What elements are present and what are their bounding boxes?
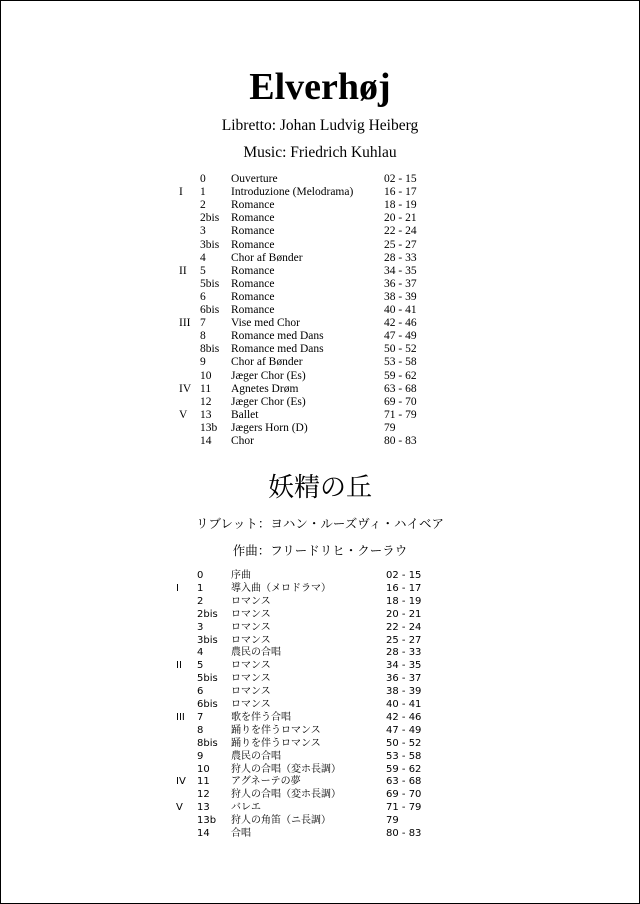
page-range: 40 - 41 [384,304,417,316]
item-number: 4 [200,251,206,264]
item-title: 歌を伴う合唱 [231,711,291,723]
item-number: 10 [197,763,210,775]
item-title: 狩人の合唱（変ホ長調） [231,789,341,801]
item-number: 6 [200,290,206,303]
contents-row [1,239,639,252]
act-numeral: V [176,802,183,814]
page-range: 47 - 49 [384,330,417,343]
contents-row [1,278,639,291]
page-range: 79 [386,815,399,827]
item-number: 2bis [200,212,220,225]
contents-row [1,814,639,827]
contents-row [1,646,639,659]
contents-row [1,569,639,582]
item-number: 3 [200,225,206,238]
librettist-english: Libretto: Johan Ludvig Heiberg [221,117,419,134]
act-numeral: IV [176,776,186,788]
contents-row [1,225,639,238]
item-number: 13b [197,815,217,827]
page-range: 34 - 35 [386,660,422,672]
contents-row [1,291,639,304]
item-number: 13 [197,802,210,814]
page-range: 69 - 70 [386,789,422,801]
item-title: バレエ [231,802,261,814]
item-number: 0 [197,570,204,581]
page-range: 25 - 27 [386,634,422,646]
item-title: Chor [231,435,254,447]
act-numeral: II [176,660,182,672]
item-title: Romance [231,212,275,225]
contents-row [1,788,639,801]
contents-row [1,252,639,265]
page-range: 22 - 24 [386,621,422,633]
item-number: 3bis [200,238,220,251]
item-title: ロマンス [231,660,271,672]
item-number: 7 [200,317,206,330]
item-title: ロマンス [231,608,271,620]
item-title: Agnetes Drøm [231,382,299,395]
item-title: 農民の合唱 [231,647,281,659]
item-title: ロマンス [231,621,271,633]
page-range: 34 - 35 [384,264,417,277]
page-range: 59 - 62 [384,369,417,382]
item-title: Romance med Dans [231,343,324,356]
item-number: 4 [197,647,204,659]
contents-row [1,711,639,724]
act-numeral: I [176,582,179,594]
item-title: Romance [231,225,275,238]
contents-row [1,672,639,685]
composer-japanese: 作曲：フリードリヒ・クーラウ [232,543,408,558]
item-title: 狩人の合唱（変ホ長調） [231,763,341,775]
page-range: 16 - 17 [384,186,417,199]
title-english: Elverhøj [249,66,391,108]
contents-row [1,330,639,343]
item-number: 14 [197,828,210,839]
contents-row [1,595,639,608]
page-range: 40 - 41 [386,699,422,710]
page-range: 71 - 79 [386,802,422,814]
item-number: 13 [200,408,212,421]
act-numeral: III [176,711,185,723]
item-title: Romance [231,290,275,303]
item-number: 8 [200,330,206,343]
item-title: Romance [231,277,275,290]
page-range: 28 - 33 [386,647,422,659]
page-range: 38 - 39 [386,686,422,698]
item-title: 合唱 [231,828,251,839]
page-range: 16 - 17 [386,582,422,594]
composer-english: Music: Friedrich Kuhlau [243,144,397,161]
librettist-japanese: リブレット：ヨハン・ルーズヴィ・ハイベア [195,516,444,531]
item-number: 9 [200,356,206,369]
item-number: 9 [197,750,204,762]
contents-row [1,173,639,186]
contents-row [1,634,639,647]
page-range: 02 - 15 [384,173,417,185]
item-title: Romance [231,199,275,212]
item-title: Romance med Dans [231,330,324,343]
contents-row [1,737,639,750]
item-title: Ouverture [231,173,278,185]
item-number: 3bis [197,634,218,646]
item-title: ロマンス [231,634,271,646]
item-number: 6bis [200,304,220,316]
page-range: 42 - 46 [386,711,422,723]
contents-row [1,304,639,317]
page-range: 28 - 33 [384,251,417,264]
item-number: 13b [200,421,218,434]
page-range: 42 - 46 [384,317,417,330]
item-number: 8bis [197,737,218,749]
item-title: Jægers Horn (D) [231,421,308,434]
page-range: 71 - 79 [384,408,417,421]
item-title: Chor af Bønder [231,251,303,264]
title-japanese: 妖精の丘 [267,473,372,503]
item-title: Ballet [231,408,259,421]
contents-row [1,435,639,448]
item-number: 5 [197,660,204,672]
item-title: Vise med Chor [231,317,300,330]
contents-row [1,608,639,621]
item-number: 5bis [200,277,220,290]
item-title: ロマンス [231,686,271,698]
item-title: Introduzione (Melodrama) [231,186,354,199]
item-title: 踊りを伴うロマンス [231,724,321,736]
item-title: Jæger Chor (Es) [231,395,306,408]
contents-row [1,659,639,672]
item-number: 2 [200,199,206,212]
contents-row [1,775,639,788]
page-range: 20 - 21 [386,608,422,620]
contents-row [1,801,639,814]
act-numeral: V [179,408,188,421]
item-number: 8bis [200,343,220,356]
item-title: Romance [231,304,275,316]
item-number: 12 [197,789,210,801]
page-range: 63 - 68 [384,382,417,395]
contents-row [1,199,639,212]
item-number: 11 [200,382,212,395]
page-range: 47 - 49 [386,724,422,736]
item-title: ロマンス [231,595,271,607]
item-number: 5 [200,264,206,277]
contents-row [1,582,639,595]
item-number: 0 [200,173,206,185]
page-range: 69 - 70 [384,395,417,408]
item-number: 6bis [197,699,218,710]
item-number: 14 [200,435,212,447]
item-title: アグネーテの夢 [231,776,301,788]
item-number: 2 [197,595,204,607]
item-title: ロマンス [231,673,271,685]
page-range: 53 - 58 [386,750,422,762]
contents-row [1,763,639,776]
contents-row [1,370,639,383]
page-range: 38 - 39 [384,290,417,303]
page-range: 18 - 19 [386,595,422,607]
item-number: 1 [200,186,206,199]
contents-row [1,422,639,435]
page-range: 50 - 52 [386,737,422,749]
contents-row [1,317,639,330]
item-number: 6 [197,686,204,698]
item-number: 8 [197,724,204,736]
page-range: 53 - 58 [384,356,417,369]
item-title: 導入曲（メロドラマ） [231,582,331,594]
item-title: 序曲 [231,570,251,581]
item-number: 1 [197,582,204,594]
contents-row [1,265,639,278]
contents-row [1,186,639,199]
contents-row [1,409,639,422]
page-range: 18 - 19 [384,199,417,212]
item-title: Romance [231,238,275,251]
item-title: 農民の合唱 [231,750,281,762]
contents-row [1,698,639,711]
item-number: 3 [197,621,204,633]
item-number: 11 [197,776,210,788]
item-title: 踊りを伴うロマンス [231,737,321,749]
item-title: Jæger Chor (Es) [231,369,306,382]
page-range: 02 - 15 [386,570,422,581]
page-range: 25 - 27 [384,238,417,251]
item-number: 7 [197,711,204,723]
contents-row [1,356,639,369]
contents-row [1,827,639,840]
page-range: 36 - 37 [384,277,417,290]
page-range: 20 - 21 [384,212,417,225]
contents-row [1,724,639,737]
page-range: 36 - 37 [386,673,422,685]
item-title: Chor af Bønder [231,356,303,369]
item-title: 狩人の角笛（ニ長調） [231,815,331,827]
page-range: 50 - 52 [384,343,417,356]
act-numeral: I [179,186,183,199]
page-range: 80 - 83 [386,828,422,839]
act-numeral: IV [179,382,192,395]
page-range: 63 - 68 [386,776,422,788]
contents-row [1,212,639,225]
page-range: 80 - 83 [384,435,417,447]
contents-row [1,750,639,763]
item-title: Romance [231,264,275,277]
item-number: 12 [200,395,212,408]
contents-row [1,383,639,396]
contents-row [1,343,639,356]
page-range: 22 - 24 [384,225,417,238]
contents-row [1,621,639,634]
item-number: 2bis [197,608,218,620]
contents-row [1,396,639,409]
page-range: 79 [384,421,396,434]
act-numeral: II [179,264,187,277]
item-number: 10 [200,369,212,382]
item-number: 5bis [197,673,218,685]
act-numeral: III [179,317,191,330]
item-title: ロマンス [231,699,271,710]
contents-row [1,685,639,698]
page-range: 59 - 62 [386,763,422,775]
